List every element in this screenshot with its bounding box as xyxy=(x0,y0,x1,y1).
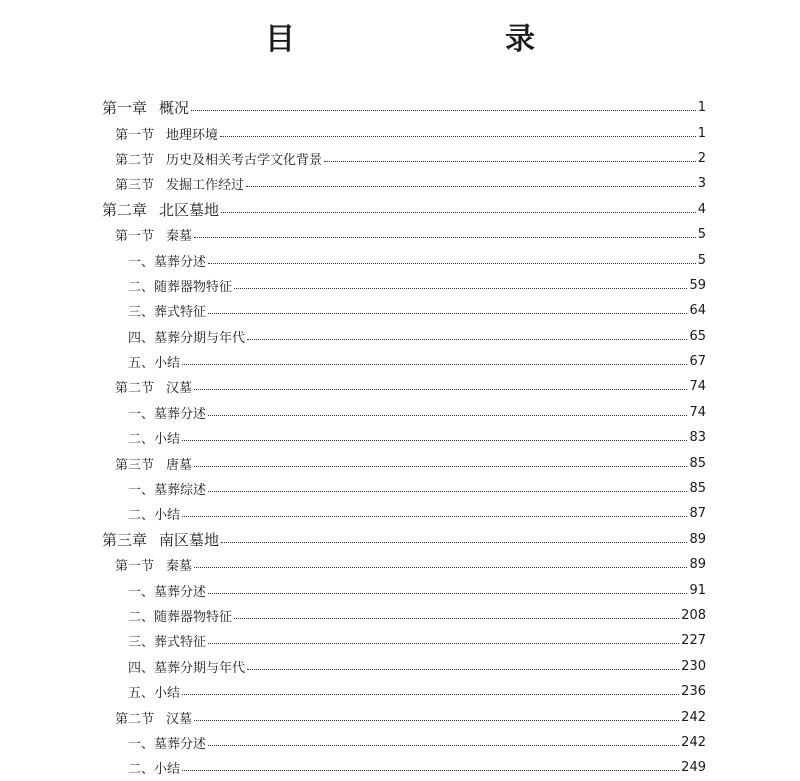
dot-leader xyxy=(234,288,687,289)
dot-leader xyxy=(191,110,696,111)
toc-entry-subsection[interactable] xyxy=(0,273,800,298)
dot-leader xyxy=(221,542,687,543)
dot-leader xyxy=(208,593,687,594)
toc-page-number: 5 xyxy=(697,252,706,268)
toc-page-number: 91 xyxy=(689,582,706,598)
toc-entry-label xyxy=(102,97,191,118)
table-of-contents xyxy=(0,95,800,781)
toc-page-number: 83 xyxy=(689,430,706,446)
toc-entry-subsection[interactable] xyxy=(0,501,800,526)
toc-page-number: 87 xyxy=(689,506,706,522)
toc-entry-number: 第二节 xyxy=(115,711,155,727)
toc-entry-label xyxy=(102,199,221,220)
dot-leader xyxy=(208,491,687,492)
toc-entry-title: 南区墓地 xyxy=(159,530,220,549)
toc-entry-label xyxy=(115,555,194,574)
toc-entry-number: 第一章 xyxy=(102,99,148,118)
toc-entry-subsection[interactable] xyxy=(0,476,800,501)
toc-entry-title: 五、小结 xyxy=(128,356,181,372)
toc-entry-title: 秦墓 xyxy=(166,559,193,575)
toc-entry-title: 四、墓葬分期与年代 xyxy=(128,660,246,676)
toc-entry-label xyxy=(128,758,182,777)
toc-entry-title: 发掘工作经过 xyxy=(166,178,245,194)
dot-leader xyxy=(194,237,696,238)
toc-page-number: 208 xyxy=(681,608,706,623)
toc-entry-label xyxy=(128,428,182,447)
toc-entry-subsection[interactable] xyxy=(0,247,800,272)
toc-entry-subsection[interactable] xyxy=(0,603,800,628)
toc-entry-section[interactable] xyxy=(0,171,800,196)
toc-entry-label xyxy=(128,251,208,270)
toc-entry-subsection[interactable] xyxy=(0,349,800,374)
toc-entry-label xyxy=(115,149,324,168)
dot-leader xyxy=(194,389,687,390)
toc-page-number: 59 xyxy=(689,277,706,293)
toc-page-number: 242 xyxy=(681,734,706,750)
toc-entry-subsection[interactable] xyxy=(0,400,800,425)
toc-entry-number: 第三节 xyxy=(115,457,155,473)
toc-entry-title: 二、小结 xyxy=(128,762,181,778)
toc-entry-subsection[interactable] xyxy=(0,755,800,780)
toc-entry-section[interactable] xyxy=(0,450,800,475)
dot-leader xyxy=(182,364,687,365)
toc-entry-number: 第二节 xyxy=(115,381,155,397)
dot-leader xyxy=(182,440,687,441)
toc-entry-label xyxy=(128,631,208,650)
toc-page-number: 227 xyxy=(681,633,706,649)
toc-entry-label xyxy=(128,301,208,320)
toc-entry-number: 第二章 xyxy=(102,200,148,219)
toc-entry-label xyxy=(128,327,247,346)
toc-entry-label xyxy=(128,504,182,523)
toc-entry-title: 北区墓地 xyxy=(159,200,220,219)
page-title: 目 录 xyxy=(265,22,585,57)
toc-entry-label xyxy=(128,352,182,371)
toc-entry-label xyxy=(128,733,208,752)
toc-entry-title: 一、墓葬综述 xyxy=(128,483,207,499)
toc-entry-section[interactable] xyxy=(0,146,800,171)
dot-leader xyxy=(234,618,679,619)
toc-entry-label xyxy=(102,529,221,550)
toc-entry-title: 汉墓 xyxy=(166,711,193,727)
toc-entry-chapter[interactable] xyxy=(0,527,800,552)
toc-entry-label xyxy=(128,479,208,498)
dot-leader xyxy=(182,516,687,517)
toc-entry-title: 二、随葬器物特征 xyxy=(128,610,233,625)
toc-page-number: 85 xyxy=(689,455,706,471)
toc-page-number: 64 xyxy=(689,303,706,319)
toc-entry-label xyxy=(128,276,234,295)
toc-entry-title: 三、葬式特征 xyxy=(128,635,207,651)
toc-entry-label xyxy=(128,606,234,625)
dot-leader xyxy=(194,466,687,467)
toc-entry-section[interactable] xyxy=(0,120,800,145)
toc-page-number: 242 xyxy=(681,709,706,725)
toc-entry-number: 第二节 xyxy=(115,152,155,168)
toc-entry-title: 唐墓 xyxy=(166,457,193,473)
toc-entry-subsection[interactable] xyxy=(0,324,800,349)
toc-entry-title: 二、小结 xyxy=(128,432,181,448)
toc-entry-number: 第三节 xyxy=(115,178,155,194)
dot-leader xyxy=(208,643,679,644)
toc-entry-number: 第一节 xyxy=(115,229,155,245)
toc-entry-chapter[interactable] xyxy=(0,95,800,120)
toc-entry-title: 一、墓葬分述 xyxy=(128,254,207,270)
toc-entry-title: 历史及相关考古学文化背景 xyxy=(166,152,323,168)
toc-entry-subsection[interactable] xyxy=(0,679,800,704)
toc-page-number: 1 xyxy=(697,125,706,141)
toc-entry-label xyxy=(115,377,194,396)
toc-entry-section[interactable] xyxy=(0,374,800,399)
dot-leader xyxy=(324,161,696,162)
dot-leader xyxy=(208,745,679,746)
toc-entry-label xyxy=(128,682,182,701)
toc-page-number: 74 xyxy=(689,379,706,395)
toc-page-number: 249 xyxy=(681,760,706,776)
toc-page-number: 67 xyxy=(689,354,706,370)
toc-page-number: 1 xyxy=(697,100,706,116)
toc-entry-title: 概况 xyxy=(159,99,190,118)
toc-entry-label xyxy=(115,454,194,473)
toc-entry-title: 二、随葬器物特征 xyxy=(128,279,233,295)
toc-entry-title: 一、墓葬分述 xyxy=(128,406,207,422)
dot-leader xyxy=(220,136,696,137)
toc-entry-chapter[interactable] xyxy=(0,197,800,222)
dot-leader xyxy=(221,212,696,213)
toc-page-number: 89 xyxy=(689,531,706,547)
toc-entry-section[interactable] xyxy=(0,222,800,247)
toc-page-number: 5 xyxy=(697,227,706,243)
toc-entry-title: 五、小结 xyxy=(128,686,181,702)
toc-entry-label xyxy=(115,708,194,727)
toc-entry-subsection[interactable] xyxy=(0,654,800,679)
toc-page-number: 2 xyxy=(697,150,706,166)
dot-leader xyxy=(208,263,696,264)
dot-leader xyxy=(182,770,679,771)
toc-entry-subsection[interactable] xyxy=(0,298,800,323)
toc-entry-number: 第三章 xyxy=(102,530,148,549)
dot-leader xyxy=(208,313,687,314)
toc-entry-title: 一、墓葬分述 xyxy=(128,584,207,600)
dot-leader xyxy=(247,339,687,340)
toc-page-number: 65 xyxy=(689,328,706,344)
toc-entry-subsection[interactable] xyxy=(0,628,800,653)
toc-entry-section[interactable] xyxy=(0,552,800,577)
toc-entry-label xyxy=(115,124,220,143)
toc-entry-subsection[interactable] xyxy=(0,577,800,602)
toc-entry-label xyxy=(128,403,208,422)
dot-leader xyxy=(208,415,687,416)
toc-entry-title: 地理环境 xyxy=(166,127,219,143)
toc-entry-number: 第一节 xyxy=(115,127,155,143)
dot-leader xyxy=(194,720,679,721)
toc-page-number: 3 xyxy=(697,176,706,192)
toc-entry-label xyxy=(115,225,194,244)
toc-page-number: 89 xyxy=(689,557,706,573)
toc-entry-label xyxy=(128,581,208,600)
toc-page-number: 74 xyxy=(689,404,706,420)
dot-leader xyxy=(182,694,679,695)
toc-entry-section[interactable] xyxy=(0,704,800,729)
dot-leader xyxy=(246,186,696,187)
toc-page-number: 230 xyxy=(681,658,706,674)
toc-entry-label xyxy=(128,657,247,676)
toc-page-number: 4 xyxy=(697,201,706,217)
dot-leader xyxy=(194,567,687,568)
toc-entry-title: 一、墓葬分述 xyxy=(128,736,207,752)
toc-page-number: 236 xyxy=(681,684,706,700)
dot-leader xyxy=(247,669,679,670)
toc-entry-title: 秦墓 xyxy=(166,229,193,245)
toc-entry-label xyxy=(115,174,246,193)
toc-page-number: 85 xyxy=(689,481,706,497)
toc-entry-title: 三、葬式特征 xyxy=(128,305,207,321)
toc-entry-subsection[interactable] xyxy=(0,730,800,755)
toc-entry-title: 四、墓葬分期与年代 xyxy=(128,330,246,346)
toc-entry-title: 二、小结 xyxy=(128,508,181,524)
toc-entry-number: 第一节 xyxy=(115,559,155,575)
toc-entry-title: 汉墓 xyxy=(166,381,193,397)
toc-entry-subsection[interactable] xyxy=(0,425,800,450)
